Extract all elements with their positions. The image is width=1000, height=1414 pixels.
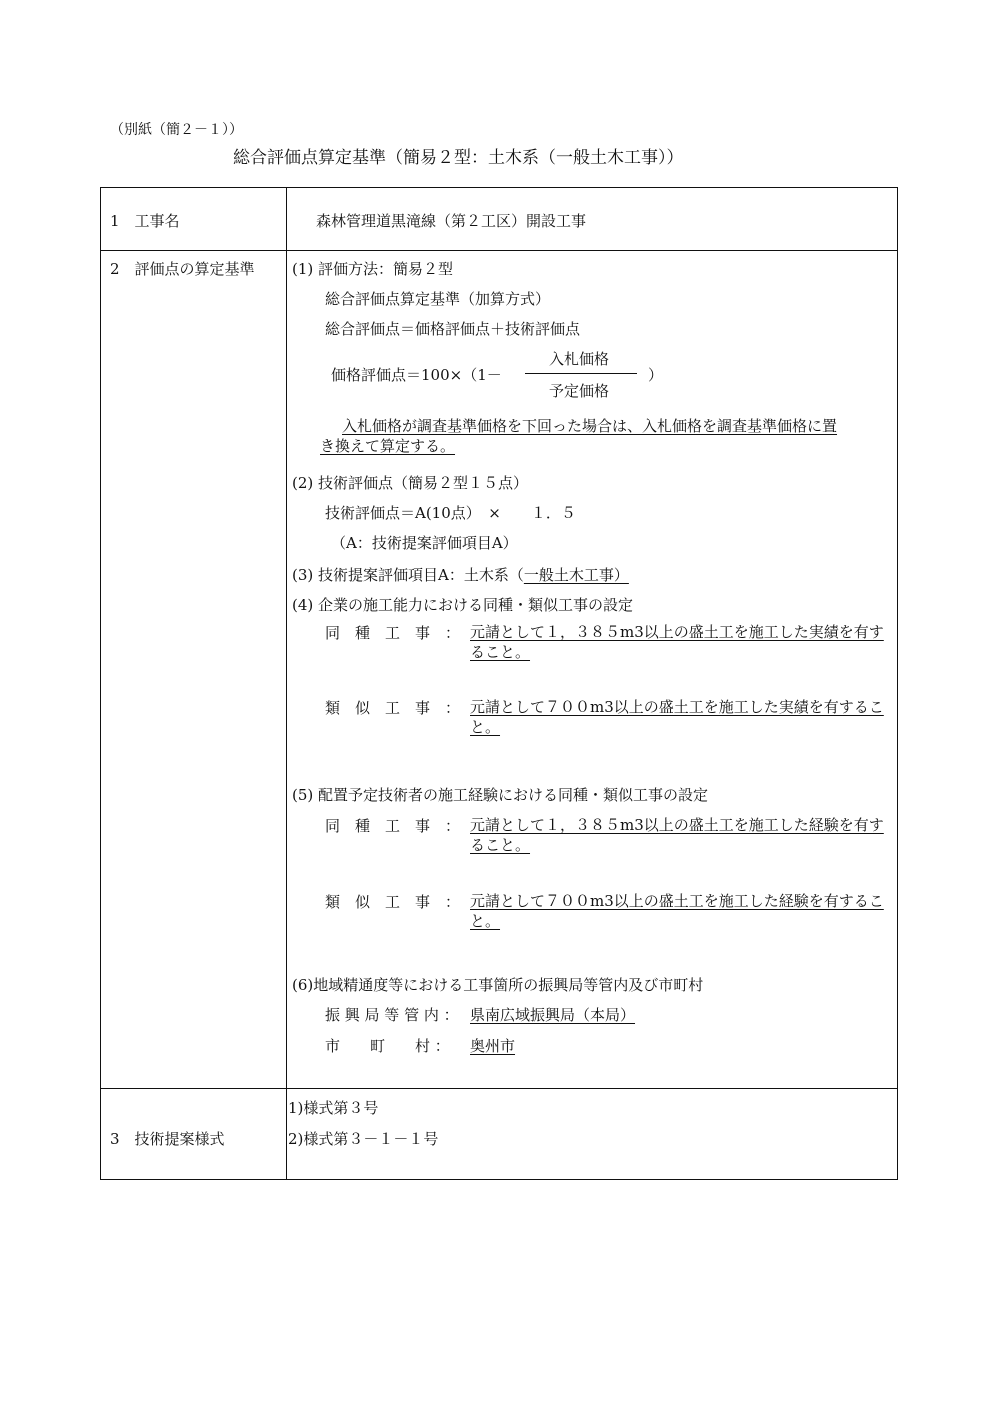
section-2-heading: (2) 技術評価点（簡易２型１５点） (292, 474, 529, 492)
fraction-bar (525, 373, 637, 374)
section-3-heading-prefix: (3) 技術提案評価項目A：土木系（ (292, 566, 524, 584)
section-5-same-text: 元請として１，３８５m3以上の盛土工を施工した経験を有すること。 (470, 816, 884, 854)
section-1-line-2: 総合評価点＝価格評価点＋技術評価点 (325, 320, 581, 338)
row-divider-2 (101, 1088, 897, 1089)
section-3-heading (292, 564, 629, 585)
proposal-format-item-1: 1)様式第３号 (288, 1099, 379, 1117)
project-name-value: 森林管理道黒滝線（第２工区）開設工事 (316, 212, 587, 230)
row-label-project-name: 1 工事名 (110, 212, 180, 230)
section-4-same-label: 同 種 工 事 ： (325, 624, 461, 642)
section-4-similar-text: 元請として７００m3以上の盛土工を施工した実績を有すること。 (470, 698, 884, 736)
section-5-same-label: 同 種 工 事 ： (325, 817, 461, 835)
section-4-same-text: 元請として１，３８５m3以上の盛土工を施工した実績を有すること。 (470, 623, 884, 661)
section-6-heading: (6)地域精通度等における工事箇所の振興局等管内及び市町村 (292, 976, 704, 994)
section-2-line-1: 技術評価点＝A(10点） × １．５ (325, 504, 576, 522)
city-value: 奥州市 (470, 1037, 516, 1055)
proposal-format-item-2: 2)様式第３－１－１号 (288, 1130, 439, 1148)
document-title: 総合評価点算定基準（簡易２型：土木系（一般土木工事）） (233, 148, 684, 168)
section-5-heading: (5) 配置予定技術者の施工経験における同種・類似工事の設定 (292, 786, 709, 804)
formula-left: 価格評価点＝100×（1－ (331, 366, 502, 384)
section-2-line-2: （A：技術提案評価項目A） (331, 534, 518, 552)
section-5-similar-label: 類 似 工 事 ： (325, 893, 461, 911)
row-divider-1 (101, 250, 897, 251)
bureau-value: 県南広域振興局（本局） (470, 1006, 636, 1024)
row-label-proposal-format: 3 技術提案様式 (110, 1130, 225, 1148)
row-label-scoring-criteria: 2 評価点の算定基準 (110, 260, 255, 278)
section-3-heading-underlined: 一般土木工事） (523, 566, 629, 584)
attachment-label: （別紙（簡２－１）） (110, 122, 243, 138)
section-4-similar-label: 類 似 工 事 ： (325, 699, 461, 717)
section-4-heading: (4) 企業の施工能力における同種・類似工事の設定 (292, 596, 634, 614)
formula-numerator: 入札価格 (549, 350, 610, 368)
bureau-label: 振 興 局 等 管 内 ： (325, 1006, 459, 1024)
section-1-heading: (1) 評価方法：簡易２型 (292, 260, 454, 278)
column-divider (286, 188, 287, 1179)
section-1-line-1: 総合評価点算定基準（加算方式） (325, 290, 551, 308)
section-5-similar-text: 元請として７００m3以上の盛土工を施工した経験を有すること。 (470, 892, 884, 930)
formula-denominator: 予定価格 (549, 382, 610, 400)
formula-right: ） (648, 366, 664, 384)
section-1-note: 入札価格が調査基準価格を下回った場合は、入札価格を調査基準価格に置き換えて算定する。 (320, 417, 838, 455)
city-label: 市 町 村 ： (325, 1037, 450, 1055)
